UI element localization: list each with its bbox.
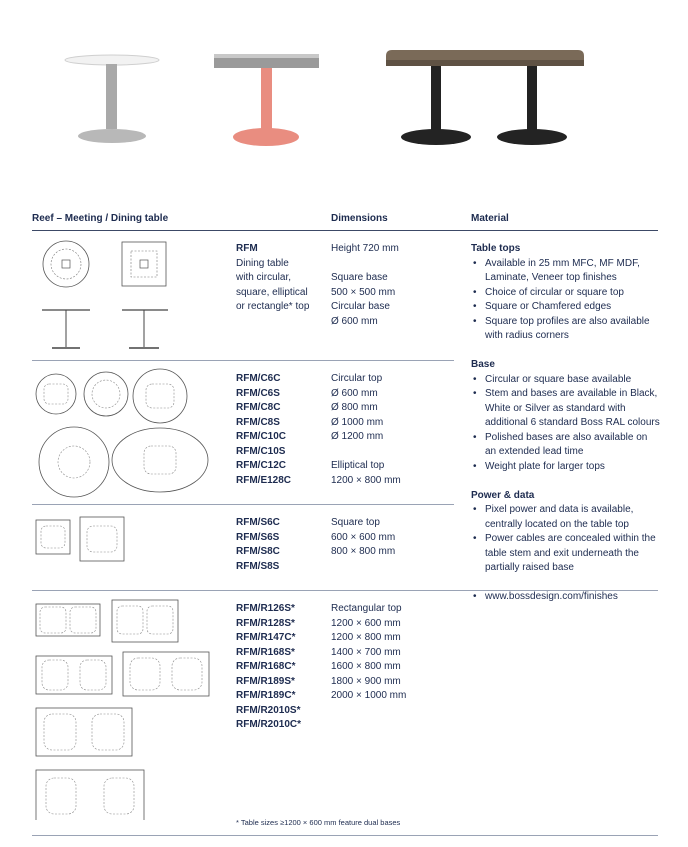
list-item: • Square or Chamfered edges: [471, 300, 661, 315]
rectangle-table-image: [386, 50, 584, 145]
list-item: • Square top profiles are also available with radius corners: [471, 315, 661, 344]
power-list: [471, 503, 661, 576]
list-item: • Available in 25 mm MFC, MF MDF, Laminate, Veneer top finishes: [471, 257, 661, 286]
material-column: [471, 242, 661, 605]
product-code: RFM/C6C: [236, 373, 281, 384]
product-code: RFM/S8S: [236, 560, 280, 572]
dimension-line: 1600 × 800 mm: [331, 661, 401, 672]
dimension-line: Ø 1200 mm: [331, 431, 384, 442]
product-code: RFM/S6S: [236, 531, 280, 543]
row-divider: [32, 360, 454, 361]
list-item: • Circular or square base available: [471, 373, 661, 388]
dimension-line: [331, 445, 401, 460]
dimension-line: 500 × 500 mm: [331, 286, 396, 298]
power-title: Power & data: [471, 489, 535, 501]
product-desc: or rectangle* top: [236, 301, 310, 312]
product-code: RFM/R2010S*: [236, 704, 301, 716]
rectangle-top-drawings: [32, 598, 222, 820]
dimension-line: 1200 × 800 mm: [331, 474, 401, 486]
product-code: RFM/E128C: [236, 474, 292, 486]
product-code: RFM/S6C: [236, 517, 280, 528]
dimension-line: Ø 1000 mm: [331, 416, 384, 428]
product-code: RFM/R168C*: [236, 661, 296, 672]
dimension-line: Ø 600 mm: [331, 315, 378, 327]
dimension-line: Elliptical top: [331, 460, 385, 471]
base-list: [471, 373, 661, 475]
square-table-image: [214, 54, 319, 146]
list-item: • Pixel power and data is available, centrally located on the table top: [471, 503, 661, 532]
product-code: RFM/R128S*: [236, 617, 295, 629]
dimension-line: 800 × 800 mm: [331, 546, 396, 557]
product-desc: square, elliptical: [236, 286, 308, 298]
product-desc: with circular,: [236, 272, 292, 283]
product-code: RFM/R189C*: [236, 690, 296, 701]
dimension-line: Square base: [331, 272, 388, 283]
list-item: • Stem and bases are available in Black, White or Silver as standard with additional 6 standard Boss RAL colours: [471, 387, 661, 431]
product-code: RFM/C10C: [236, 431, 287, 442]
dimension-line: Ø 800 mm: [331, 402, 378, 413]
dimension-line: Rectangular top: [331, 603, 402, 614]
dimension-line: 600 × 600 mm: [331, 531, 396, 543]
footnote: * Table sizes ≥1200 × 600 mm feature dual bases: [236, 818, 401, 827]
base-title: Base: [471, 359, 495, 370]
product-code: RFM/C8S: [236, 416, 280, 428]
dimension-line: 2000 × 1000 mm: [331, 690, 407, 701]
finishes-link[interactable]: • www.bossdesign.com/finishes: [471, 590, 661, 605]
dimension-line: 1800 × 900 mm: [331, 675, 401, 687]
product-code: RFM/R126S*: [236, 603, 295, 614]
product-photos: [0, 0, 688, 200]
dimension-line: Square top: [331, 517, 380, 528]
circular-top-drawings: [32, 368, 232, 498]
dimension-line: 1200 × 800 mm: [331, 632, 401, 643]
dimension-line: 1400 × 700 mm: [331, 646, 401, 658]
header-rule: [32, 230, 658, 231]
dimension-line: Ø 600 mm: [331, 387, 378, 399]
product-code: RFM/C6S: [236, 387, 280, 399]
product-code: RFM/C8C: [236, 402, 281, 413]
dimension-line: Circular top: [331, 373, 383, 384]
dimension-line: Circular base: [331, 301, 390, 312]
material-header: Material: [471, 213, 509, 224]
product-code: RFM/R147C*: [236, 632, 296, 643]
square-top-drawings: [32, 514, 132, 564]
product-code: RFM/C10S: [236, 445, 286, 457]
dimensions-header: Dimensions: [331, 213, 388, 224]
table-tops-title: Table tops: [471, 243, 521, 254]
product-code: RFM/R168S*: [236, 646, 295, 658]
round-table-image: [65, 55, 159, 143]
bottom-rule: [32, 835, 658, 836]
product-code: RFM: [236, 243, 258, 254]
row-divider: [32, 504, 454, 505]
dimension-line: Height 720 mm: [331, 243, 399, 254]
product-code: RFM/R2010C*: [236, 719, 302, 730]
dimension-line: [331, 257, 399, 272]
product-code: RFM/C12C: [236, 460, 287, 471]
product-desc: Dining table: [236, 257, 289, 269]
list-item: • Weight plate for larger tops: [471, 460, 661, 475]
product-code: RFM/R189S*: [236, 675, 295, 687]
table-tops-list: [471, 257, 661, 344]
list-item: • Choice of circular or square top: [471, 286, 661, 301]
page-title: Reef – Meeting / Dining table: [32, 213, 169, 224]
dimension-line: 1200 × 600 mm: [331, 617, 401, 629]
rfm-drawings: [32, 238, 192, 353]
list-item: • Power cables are concealed within the table stem and exit underneath the partially raised base: [471, 532, 661, 576]
product-code: RFM/S8C: [236, 546, 280, 557]
list-item: • Polished bases are also available on an extended lead time: [471, 431, 661, 460]
